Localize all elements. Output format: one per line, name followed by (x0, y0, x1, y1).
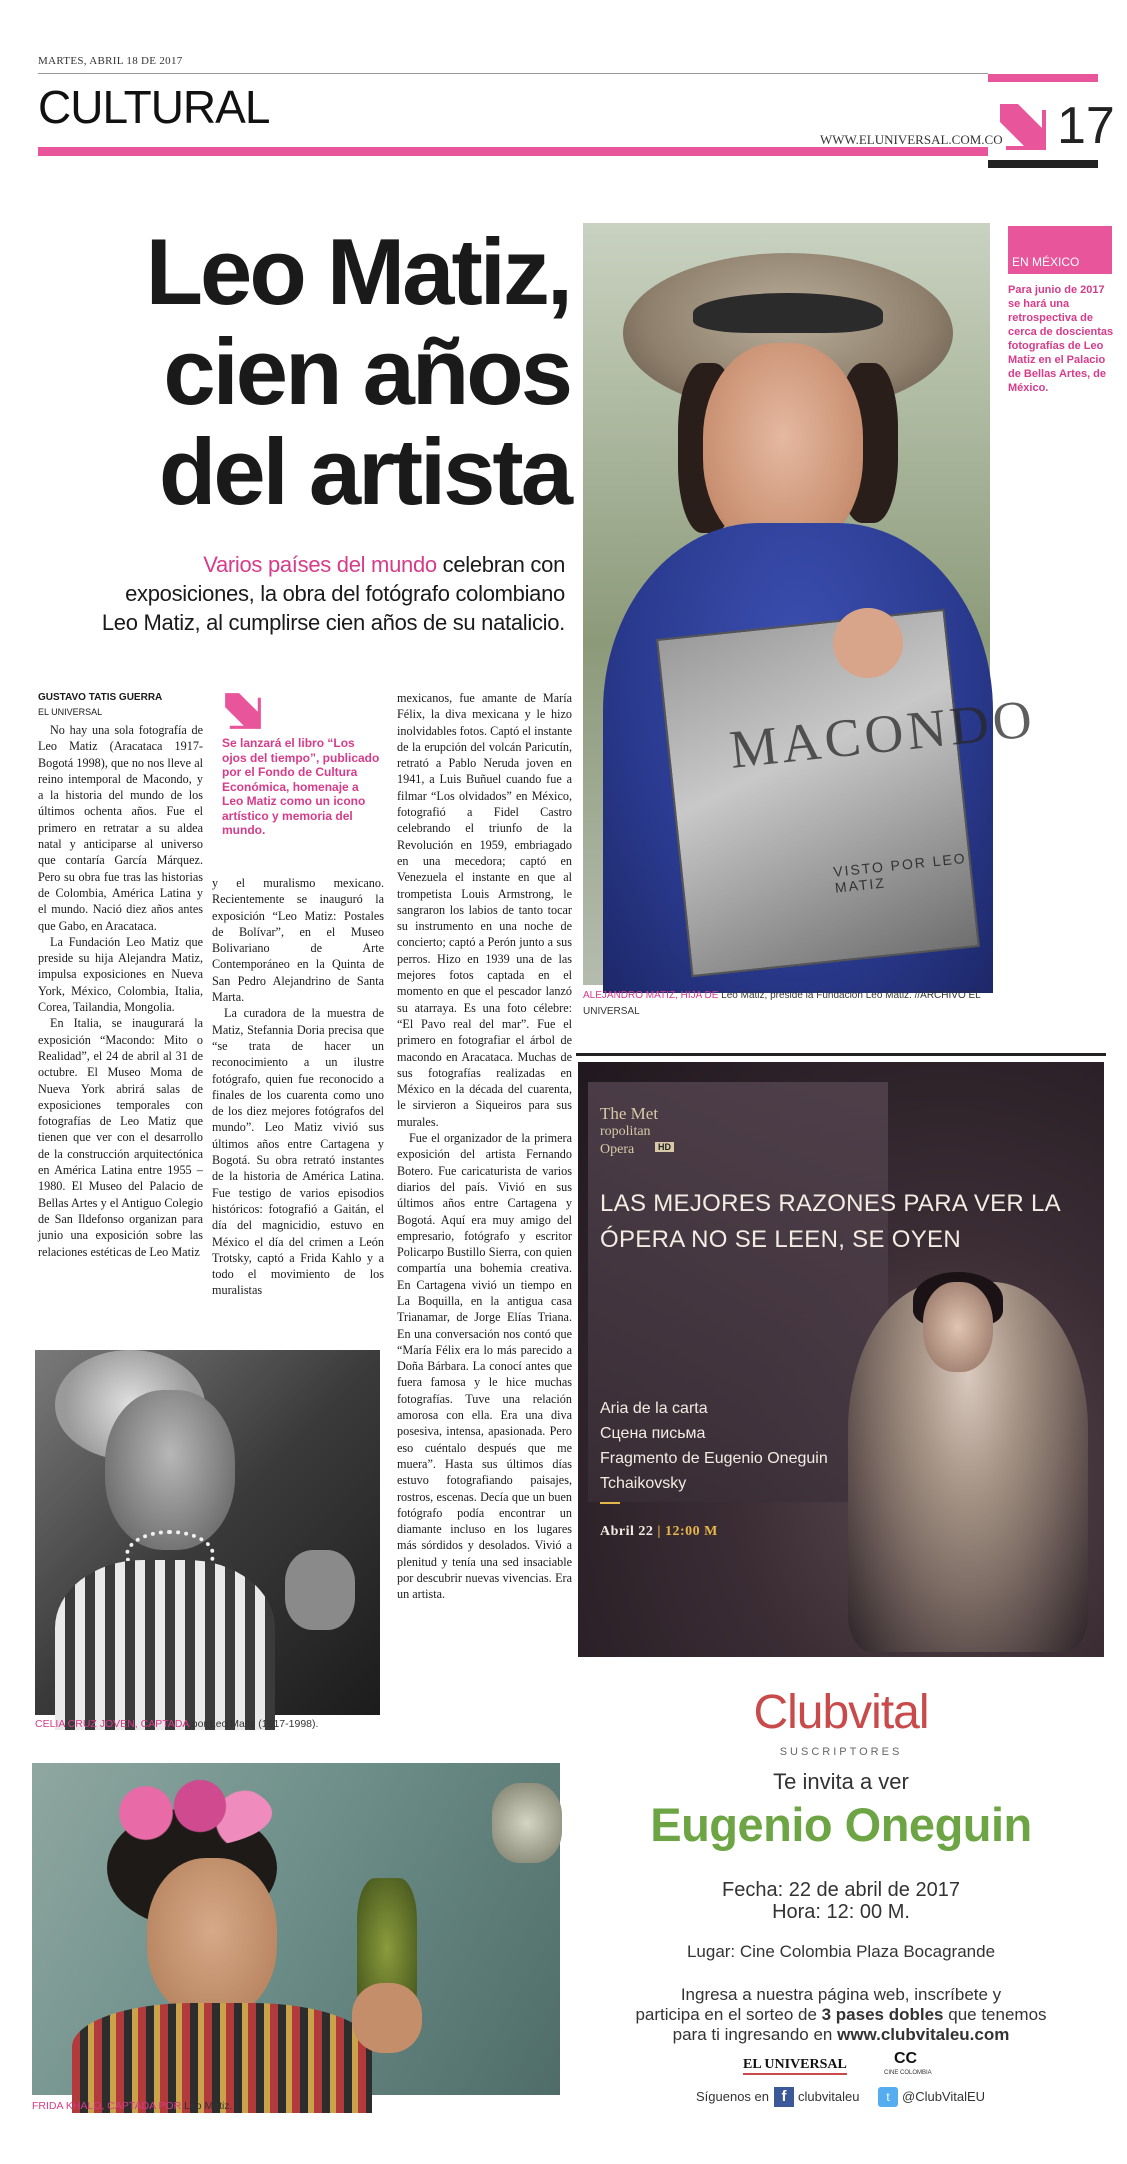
page-box-bottom-rule (988, 160, 1098, 168)
aria-russian: Сцена письма (600, 1425, 706, 1442)
face (703, 343, 863, 553)
sidebar-text: Para junio de 2017 se hará una retrospectiva de cerca de doscientas fotografías de Leo Matiz en el Palacio de Bellas Artes, de México. (1008, 284, 1114, 394)
headline-line: Leo Matiz, (145, 219, 570, 324)
facebook-icon[interactable]: f (774, 2087, 794, 2107)
paragraph: mexicanos, fue amante de María Félix, la diva mexicana y le hizo inolvidables fotos. Captó el instante de la erupción del volcán Paricutín, retrató a Pablo Neruda joven en 1941, a Luis Buñuel cuando fue a filmar “Los olvidados” en México, fotografió a Fidel Castro celebrando el triunfo de la Revolución en 1959, embriagado en una mecedora; captó en Venezuela el instante en que al trompetista Louis Armstrong, le sangraron los labios de tanto tocar su instrumento en una noche de concierto; captó a Perón junto a sus perros. Hizo en 1939 una de las mejores fotos captada en el momento en que el pescador lanzó su atarraya. Es una foto célebre: “El Pavo real del mar”. Fue el primero en fotografiar el árbol de macondo en Aracataca. Muchas de sus fotografías realizadas en México en la década del cuarenta, le sirvieron a Siqueiros para sus murales. (397, 691, 572, 1129)
contest-line (578, 2025, 1104, 2045)
fragment-title: Fragmento de Eugenio Oneguin (600, 1450, 828, 1467)
paragraph: La curadora de la muestra de Matiz, Stefannia Doria precisa que “se trata de hacer un reconocimiento a un ilustre fotógrafo, quien fue reconocido a finales de los cuarenta como uno de los diez mejores fotógrafos del mundo”. Leo Matiz vivió sus últimos años entre Cartagena y Bogotá. Su obra retrató instantes de la historia de América Latina. Fue testigo de varios episodios históricos: fotografió a Gaitán, el día del magnicidio, estuvo en México el día del crimen a León Trotsky, captó a Frida Kahlo y a todo el movimiento de los muralistas (212, 1006, 384, 1298)
ad-rule (576, 1053, 1106, 1056)
contest-text-part: que tenemos (943, 2005, 1047, 2024)
book-cover (656, 609, 1039, 977)
arrow-down-right-icon (222, 690, 264, 732)
clubvital-logo: Clubvital (753, 1686, 929, 1739)
follow-label: Síguenos en (696, 2089, 770, 2104)
book-subtitle: VISTO POR LEO MATIZ (832, 849, 968, 896)
met-logo-line: ropolitan (600, 1124, 651, 1139)
cine-colombia-label: CINE COLOMBIA (884, 2070, 932, 2076)
pull-quote: Se lanzará el libro “Los ojos del tiempo”, publicado por el Fondo de Cultura Económica, homenaje a Leo Matiz como un icono artístico y memoria del mundo. (222, 736, 380, 837)
twitter-icon[interactable]: t (878, 2087, 898, 2107)
striped-dress (55, 1560, 275, 1730)
article-column-1 (38, 722, 203, 1260)
hand (833, 608, 903, 678)
flower-crown (92, 1778, 272, 1848)
showtime (600, 1524, 718, 1540)
caption-highlight: ALEJANDRO MATIZ, HIJA DE (583, 990, 719, 1001)
contest-text (578, 1985, 1104, 2045)
embroidered-blouse (72, 2003, 372, 2113)
show-title: Eugenio Oneguin (650, 1798, 1032, 1851)
hand (352, 1983, 422, 2053)
aria-title: Aria de la carta (600, 1400, 708, 1417)
contest-line (578, 2005, 1104, 2025)
caption-highlight: FRIDA KHALO, CAPTADA POR (32, 2100, 182, 2112)
ad-headline (600, 1186, 1080, 1258)
photo1-caption (583, 988, 1003, 1020)
gold-divider (600, 1502, 620, 1504)
section-bar (38, 147, 988, 156)
hd-badge: HD (655, 1142, 674, 1152)
mask (492, 1783, 562, 1863)
paragraph: y el muralismo mexicano. Recientemente se inauguró la exposición “Leo Matiz: Postales de Bolívar”, en el Museo Bolivariano de Arte Contemporáneo en la Quinta de San Pedro Alejandrino de Santa Marta. (212, 876, 384, 1005)
hat-band (693, 293, 883, 333)
website-url: WWW.ELUNIVERSAL.COM.CO (820, 132, 1003, 147)
byline-source: EL UNIVERSAL (38, 707, 103, 717)
contest-text-part: participa en el sorteo de (635, 2005, 822, 2024)
sidebar-label: EN MÉXICO (1012, 255, 1080, 269)
caption-text: Leo Matiz. (181, 2100, 233, 2112)
paragraph: Fue el organizador de la primera exposición del artista Fernando Botero. Fue caricaturista de varios diarios del país. Vivió en sus últimos años entre Cartagena y Bogotá. Aquí era muy amigo del empresario, fotógrafo y escritor Policarpo Bustillo Sierra, con quien compartía una bohemia creativa. En Cartagena vivió un tiempo en La Boquilla, en la antigua casa Trianamar, de Jorge Elías Triana. En una conversación nos contó que “María Félix era lo más parecido a Doña Bárbara. La conocí antes que fuera famosa y le hice muchas fotografías. Tuve una relación amorosa con ella. Era una diva posesiva, intensa, apasionada. Pero eso cuéntalo después que me muera”. Hasta sus últimos días estuvo fotografiando paisajes, rostros, escenas. Decía que un buen fotógrafo podía encontrar un diamante incluso en los lugares más sórdidos y desolados. Vivió a plenitud y tenía una sed insaciable por descubrir nuevas vivencias. Era un artista. (397, 1131, 572, 1602)
hand (285, 1550, 355, 1630)
clubvital-ad (578, 1657, 1104, 2117)
deck-highlight: Varios países del mundo (203, 552, 437, 577)
headline-line: del artista (158, 419, 570, 524)
paragraph: No hay una sola fotografía de Leo Matiz (Aracataca 1917-Bogotá 1998), que no nos lleve al reino intemporal de Macondo, y a la historia del mundo de los últimos ochenta años. Fue el primero en retratar a su aldea natal y anticiparse al universo que contaría García Márquez. Pero su obra fue tras las historias de Colombia, América Latina y el mundo. Nació diez años antes que Gabo, en Aracataca. (38, 723, 203, 933)
singer-head (923, 1282, 993, 1372)
photo-alejandra-matiz (583, 223, 1039, 985)
page-box-top-rule (988, 74, 1098, 82)
caption-highlight: CELIA CRUZ JOVEN, CAPTADA (35, 1718, 189, 1730)
page-number: 17 (1057, 97, 1115, 155)
deck (90, 550, 565, 637)
cine-colombia-logo: CC (894, 2050, 918, 2067)
website-link[interactable]: www.clubvitaleu.com (837, 2025, 1010, 2044)
face (147, 1858, 277, 2018)
twitter-handle[interactable]: @ClubVitalEU (902, 2089, 986, 2104)
event-date: Fecha: 22 de abril de 2017 (722, 1879, 960, 1901)
caption-text: por Leo Matiz (1917-1998). (188, 1718, 319, 1730)
met-opera-ad (578, 1062, 1104, 1657)
show-time: 12:00 M (664, 1524, 718, 1539)
ad-headline-line: LAS MEJORES RAZONES PARA VER LA (600, 1190, 1061, 1217)
paragraph: La Fundación Leo Matiz que preside su hija Alejandra Matiz, impulsa exposiciones en Nueva York, México, Colombia, Italia, Corea, Tailandia, Mongolia. (38, 934, 203, 1015)
el-universal-logo: EL UNIVERSAL (743, 2057, 847, 2075)
face (105, 1390, 235, 1550)
byline: GUSTAVO TATIS GUERRA (38, 692, 163, 703)
invite-text: Te invita a ver (773, 1769, 909, 1794)
article-column-3 (397, 690, 572, 1603)
contest-line: Ingresa a nuestra página web, inscríbete y (680, 1985, 1002, 2004)
event-time: Hora: 12: 00 M. (772, 1901, 910, 1923)
contest-text-part: para ti ingresando en (672, 2025, 838, 2044)
date-separator: | (653, 1524, 665, 1539)
prize: 3 pases dobles (821, 2005, 944, 2024)
photo-celia-cruz (35, 1350, 380, 1715)
ad-headline-line: ÓPERA NO SE LEEN, SE OYEN (600, 1226, 961, 1253)
event-datetime (578, 1879, 1104, 1923)
photo3-caption (32, 2100, 233, 2112)
caption-text: Leo Matiz, preside la Fundación Leo Matiz. //ARCHIVO EL UNIVERSAL (583, 990, 981, 1017)
headline (100, 219, 570, 524)
issue-date: MARTES, ABRIL 18 DE 2017 (38, 55, 183, 67)
met-logo-line: The Met (600, 1104, 659, 1123)
book-title: MACONDO (726, 688, 1039, 780)
clubvital-subtitle: SUSCRIPTORES (779, 1746, 903, 1758)
deck-text: celebran con exposiciones, la obra del fotógrafo colombiano Leo Matiz, al cumplirse cien años de su natalicio. (101, 552, 565, 635)
event-venue: Lugar: Cine Colombia Plaza Bocagrande (686, 1942, 996, 1961)
arrow-down-right-icon (996, 100, 1050, 154)
photo-frida-kahlo (32, 1763, 560, 2095)
show-date: Abril 22 (600, 1524, 654, 1539)
header-rule (38, 73, 988, 74)
met-logo-line: Opera (600, 1142, 635, 1157)
article-column-2 (212, 875, 384, 1299)
program-details (600, 1396, 828, 1496)
facebook-handle[interactable]: clubvitaleu (798, 2089, 860, 2104)
composer: Tchaikovsky (600, 1475, 687, 1492)
paragraph: En Italia, se inaugurará la exposición “Macondo: Mito o Realidad”, el 24 de abril al 31 de octubre. El Museo Moma de Nueva York abrirá salas de exposiciones temporales con fotografías de Leo Matiz que tienen que ver con el desarrollo de la construcción arquitectónica en América Latina entre 1955 – 1980. El Museo del Palacio de Bellas Artes y el Antiguo Colegio de San Ildefonso organizan para junio una exposición sobre las relaciones estéticas de Leo Matiz (38, 1016, 203, 1259)
photo2-caption (35, 1718, 318, 1730)
section-title: CULTURAL (38, 81, 270, 133)
headline-line: cien años (163, 319, 570, 424)
